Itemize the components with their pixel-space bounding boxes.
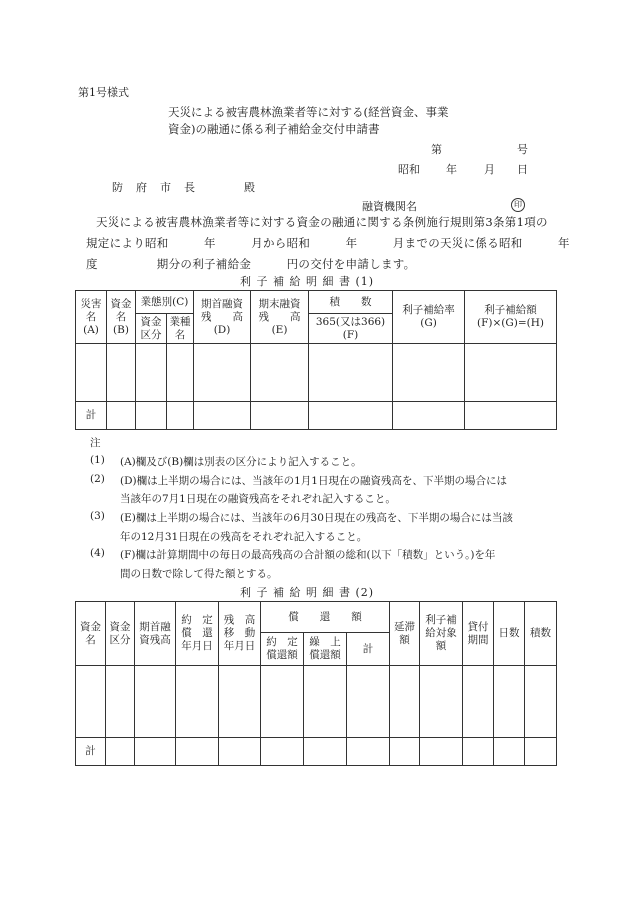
form-title-line1: 天災による被害農林漁業者等に対する(経営資金、事業 xyxy=(168,105,449,119)
interest-table-1 xyxy=(75,290,557,430)
cell[interactable] xyxy=(465,344,557,402)
cell[interactable] xyxy=(107,344,136,402)
cell[interactable] xyxy=(390,666,420,738)
addressee-honorific: 殿 xyxy=(244,181,255,194)
table1-caption: 利 子 補 給 明 細 書 (1) xyxy=(240,275,375,288)
cell[interactable] xyxy=(251,402,309,430)
cell[interactable] xyxy=(465,402,557,430)
cell[interactable] xyxy=(393,402,465,430)
note-3-line1: (E)欄は上半期の場合には、当該年の6月30日現在の残高を、下半期の場合には当該 xyxy=(120,512,513,524)
note-2-line2: 当該年の7月1日現在の融資残高をそれぞれ記入すること。 xyxy=(120,493,396,505)
body-line2: 規定により昭和 年 月から昭和 年 月までの天災に係る昭和 年 xyxy=(86,236,570,250)
cell[interactable] xyxy=(463,666,494,738)
cell[interactable] xyxy=(176,738,219,766)
cell[interactable] xyxy=(135,738,176,766)
total-label: 計 xyxy=(76,402,107,430)
seal-mark xyxy=(511,197,525,212)
cell[interactable] xyxy=(219,738,261,766)
cell[interactable] xyxy=(463,738,494,766)
cell[interactable] xyxy=(309,344,393,402)
header-repayment: 償 還 額 xyxy=(261,602,390,633)
form-number: 第1号様式 xyxy=(78,86,129,99)
table-row xyxy=(76,666,557,738)
cell[interactable] xyxy=(304,666,347,738)
cell[interactable] xyxy=(525,738,557,766)
cell[interactable] xyxy=(194,344,251,402)
form-title-line2: 資金)の融通に係る利子補給金交付申請書 xyxy=(168,122,380,136)
cell[interactable] xyxy=(304,738,347,766)
cell[interactable] xyxy=(136,344,167,402)
body-line3: 度 期分の利子補給金 円の交付を申請します。 xyxy=(86,257,416,271)
cell[interactable] xyxy=(107,402,136,430)
header-planned-date: 約 定 償 還 年月日 xyxy=(176,602,219,666)
header-disaster: 災害 名 (A) xyxy=(76,291,107,344)
header-subsidy-target: 利子補 給対象 額 xyxy=(420,602,463,666)
total-row xyxy=(76,738,557,766)
date-month: 月 xyxy=(484,163,495,176)
total-label: 計 xyxy=(76,738,106,766)
cell[interactable] xyxy=(309,402,393,430)
header-days: 日数 xyxy=(494,602,525,666)
header-early-repayment: 繰 上 償還額 xyxy=(304,633,347,666)
header-end-balance: 期末融資 残 高 (E) xyxy=(251,291,309,344)
note-4-line1: (F)欄は計算期間中の毎日の最高残高の合計額の総和(以下「積数」という。)を年 xyxy=(120,549,496,561)
cell[interactable] xyxy=(194,402,251,430)
cell[interactable] xyxy=(494,738,525,766)
header-industry: 業種 名 xyxy=(167,314,194,344)
cell[interactable] xyxy=(106,738,135,766)
cell[interactable] xyxy=(390,738,420,766)
total-row xyxy=(76,402,557,430)
cell[interactable] xyxy=(167,344,194,402)
date-day: 日 xyxy=(517,163,528,176)
cell[interactable] xyxy=(106,666,135,738)
note-3-line2: 年の12月31日現在の残高をそれぞれ記入すること。 xyxy=(120,531,368,543)
header-product: 積数 xyxy=(525,602,557,666)
cell[interactable] xyxy=(176,666,219,738)
note-1-line1: (A)欄及び(B)欄は別表の区分により記入すること。 xyxy=(120,456,362,468)
date-showa: 昭和 xyxy=(398,163,420,176)
header-fund-class: 資金 区分 xyxy=(136,314,167,344)
note-4-line2: 間の日数で除して得た額とする。 xyxy=(120,568,278,580)
cell[interactable] xyxy=(261,738,304,766)
doc-number-dai: 第 xyxy=(431,143,442,156)
table2-caption: 利 子 補 給 明 細 書 (2) xyxy=(240,586,375,599)
cell[interactable] xyxy=(76,344,107,402)
cell[interactable] xyxy=(167,402,194,430)
note-2-num: (2) xyxy=(90,473,105,485)
institution-label: 融資機関名 xyxy=(362,200,417,213)
seal-icon: 印 xyxy=(511,198,525,212)
cell[interactable] xyxy=(136,402,167,430)
note-3-num: (3) xyxy=(90,510,105,522)
doc-number-go: 号 xyxy=(517,143,528,156)
header-planned-repayment: 約 定 償還額 xyxy=(261,633,304,666)
header-start-balance: 期首融 資残高 xyxy=(135,602,176,666)
cell[interactable] xyxy=(347,666,390,738)
cell[interactable] xyxy=(347,738,390,766)
header-business-type: 業態別(C) xyxy=(136,291,194,314)
cell[interactable] xyxy=(219,666,261,738)
header-fund-name: 資金 名 (B) xyxy=(107,291,136,344)
note-4-num: (4) xyxy=(90,547,105,559)
table-row xyxy=(76,344,557,402)
cell[interactable] xyxy=(420,738,463,766)
header-repayment-total: 計 xyxy=(347,633,390,666)
note-2-line1: (D)欄は上半期の場合には、当該年の1月1日現在の融資残高を、下半期の場合には xyxy=(120,475,507,487)
cell[interactable] xyxy=(393,344,465,402)
cell[interactable] xyxy=(76,666,106,738)
cell[interactable] xyxy=(135,666,176,738)
header-start-balance: 期首融資 残 高 (D) xyxy=(194,291,251,344)
header-fund-class: 資金 区分 xyxy=(106,602,135,666)
cell[interactable] xyxy=(251,344,309,402)
note-1-num: (1) xyxy=(90,454,105,466)
cell[interactable] xyxy=(494,666,525,738)
date-year: 年 xyxy=(446,163,457,176)
header-balance-change-date: 残 高 移 動 年月日 xyxy=(219,602,261,666)
cell[interactable] xyxy=(525,666,557,738)
header-rate: 利子補給率 (G) xyxy=(393,291,465,344)
cell[interactable] xyxy=(261,666,304,738)
notes-heading: 注 xyxy=(90,437,101,449)
header-product: 積 数 xyxy=(309,291,393,314)
header-loan-period: 貸付 期間 xyxy=(463,602,494,666)
header-fund-name: 資金 名 xyxy=(76,602,106,666)
body-line1: 天災による被害農林漁業者等に対する資金の融通に関する条例施行規則第3条第1項の xyxy=(96,215,548,229)
interest-table-2 xyxy=(75,601,557,766)
cell[interactable] xyxy=(420,666,463,738)
header-overdue: 延滞 額 xyxy=(390,602,420,666)
header-product-sub: 365(又は366) (F) xyxy=(309,314,393,344)
addressee-name: 防 府 市 長 xyxy=(112,181,196,194)
header-amount: 利子補給額 (F)×(G)=(H) xyxy=(465,291,557,344)
